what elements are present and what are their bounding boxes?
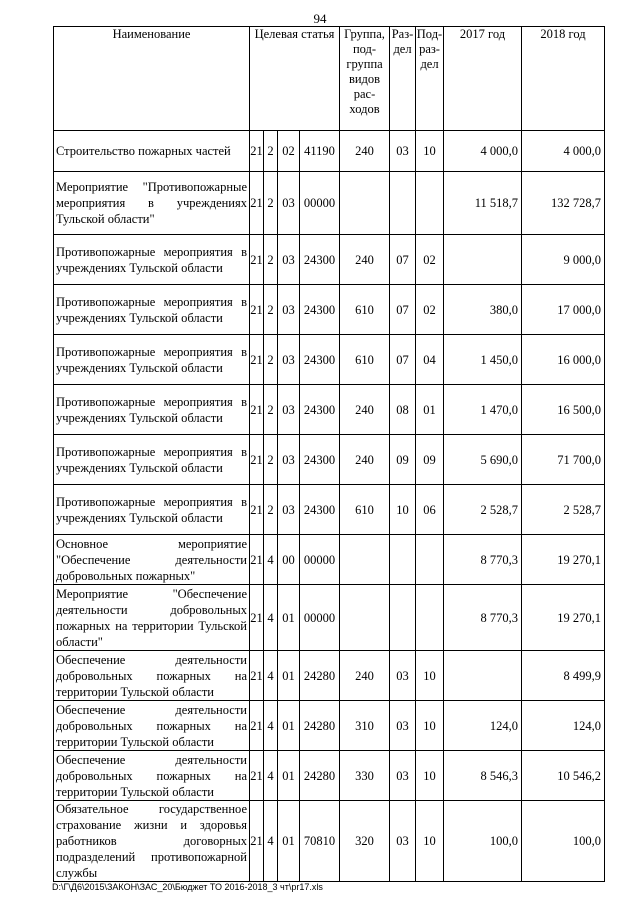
cell-sub: 02 bbox=[416, 285, 444, 335]
cell-b: 2 bbox=[264, 385, 278, 435]
header-subsection: Под-раз-дел bbox=[416, 27, 444, 131]
cell-grp bbox=[340, 172, 390, 235]
cell-d: 24300 bbox=[300, 235, 340, 285]
cell-sub: 10 bbox=[416, 751, 444, 801]
cell-name: Противопожарные мероприятия в учреждениях Тульской области bbox=[54, 385, 250, 435]
cell-a: 21 bbox=[250, 485, 264, 535]
cell-name: Обязательное государственное страхование жизни и здоровья работников договорных подразделений противопожарной службы bbox=[54, 801, 250, 882]
cell-b: 4 bbox=[264, 585, 278, 651]
cell-y2017: 8 770,3 bbox=[444, 585, 522, 651]
table-row bbox=[54, 801, 605, 882]
cell-sub: 10 bbox=[416, 131, 444, 172]
cell-c: 01 bbox=[278, 585, 300, 651]
cell-d: 24280 bbox=[300, 701, 340, 751]
cell-a: 21 bbox=[250, 801, 264, 882]
cell-y2017: 1 470,0 bbox=[444, 385, 522, 435]
table-row bbox=[54, 385, 605, 435]
cell-c: 03 bbox=[278, 172, 300, 235]
cell-y2017: 8 546,3 bbox=[444, 751, 522, 801]
cell-sec: 07 bbox=[390, 285, 416, 335]
cell-c: 01 bbox=[278, 751, 300, 801]
cell-y2018: 16 500,0 bbox=[522, 385, 605, 435]
cell-c: 00 bbox=[278, 535, 300, 585]
cell-c: 01 bbox=[278, 801, 300, 882]
table-row bbox=[54, 335, 605, 385]
cell-sub: 10 bbox=[416, 701, 444, 751]
cell-d: 00000 bbox=[300, 172, 340, 235]
cell-d: 24300 bbox=[300, 335, 340, 385]
cell-grp: 240 bbox=[340, 235, 390, 285]
cell-sec bbox=[390, 172, 416, 235]
cell-a: 21 bbox=[250, 385, 264, 435]
cell-y2018: 16 000,0 bbox=[522, 335, 605, 385]
cell-y2017: 124,0 bbox=[444, 701, 522, 751]
cell-a: 21 bbox=[250, 335, 264, 385]
cell-y2018: 19 270,1 bbox=[522, 585, 605, 651]
cell-sec: 07 bbox=[390, 235, 416, 285]
cell-y2017 bbox=[444, 235, 522, 285]
cell-c: 03 bbox=[278, 235, 300, 285]
cell-y2018: 8 499,9 bbox=[522, 651, 605, 701]
cell-y2017: 100,0 bbox=[444, 801, 522, 882]
cell-sec: 07 bbox=[390, 335, 416, 385]
cell-sec: 03 bbox=[390, 751, 416, 801]
cell-b: 2 bbox=[264, 435, 278, 485]
cell-sub: 10 bbox=[416, 651, 444, 701]
table-row bbox=[54, 701, 605, 751]
table-row bbox=[54, 172, 605, 235]
cell-name: Мероприятие "Противопожарные мероприятия в учреждениях Тульской области" bbox=[54, 172, 250, 235]
cell-y2018: 17 000,0 bbox=[522, 285, 605, 335]
cell-y2017: 8 770,3 bbox=[444, 535, 522, 585]
cell-grp: 310 bbox=[340, 701, 390, 751]
cell-name: Противопожарные мероприятия в учреждениях Тульской области bbox=[54, 435, 250, 485]
cell-c: 01 bbox=[278, 701, 300, 751]
cell-a: 21 bbox=[250, 585, 264, 651]
cell-y2017 bbox=[444, 651, 522, 701]
cell-c: 03 bbox=[278, 385, 300, 435]
cell-c: 01 bbox=[278, 651, 300, 701]
cell-b: 4 bbox=[264, 701, 278, 751]
cell-grp: 610 bbox=[340, 335, 390, 385]
cell-y2017: 2 528,7 bbox=[444, 485, 522, 535]
file-path-footer: D:\Г\Д6\2015\ЗАКОН\ЗАС_20\Бюджет ТО 2016-2018_3 чт\pr17.xls bbox=[52, 882, 323, 892]
cell-name: Обеспечение деятельности добровольных пожарных на территории Тульской области bbox=[54, 701, 250, 751]
cell-b: 2 bbox=[264, 235, 278, 285]
table-row bbox=[54, 131, 605, 172]
cell-sub bbox=[416, 535, 444, 585]
cell-name: Обеспечение деятельности добровольных пожарных на территории Тульской области bbox=[54, 751, 250, 801]
cell-sec: 03 bbox=[390, 131, 416, 172]
cell-grp: 240 bbox=[340, 131, 390, 172]
cell-y2018: 9 000,0 bbox=[522, 235, 605, 285]
cell-y2018: 132 728,7 bbox=[522, 172, 605, 235]
table-header bbox=[54, 27, 605, 131]
cell-sub: 06 bbox=[416, 485, 444, 535]
cell-sub: 02 bbox=[416, 235, 444, 285]
cell-grp: 240 bbox=[340, 651, 390, 701]
cell-name: Противопожарные мероприятия в учреждениях Тульской области bbox=[54, 235, 250, 285]
cell-name: Противопожарные мероприятия в учреждениях Тульской области bbox=[54, 335, 250, 385]
cell-d: 41190 bbox=[300, 131, 340, 172]
cell-sub: 09 bbox=[416, 435, 444, 485]
table-row bbox=[54, 285, 605, 335]
cell-a: 21 bbox=[250, 751, 264, 801]
table-row bbox=[54, 435, 605, 485]
cell-name: Противопожарные мероприятия в учреждениях Тульской области bbox=[54, 485, 250, 535]
cell-sub bbox=[416, 172, 444, 235]
cell-grp: 240 bbox=[340, 385, 390, 435]
table-row bbox=[54, 535, 605, 585]
cell-y2018: 10 546,2 bbox=[522, 751, 605, 801]
cell-b: 2 bbox=[264, 131, 278, 172]
cell-y2018: 2 528,7 bbox=[522, 485, 605, 535]
cell-sec: 03 bbox=[390, 701, 416, 751]
cell-y2018: 124,0 bbox=[522, 701, 605, 751]
header-target: Целевая статья bbox=[250, 27, 340, 131]
header-group: Группа, под-группа видов рас-ходов bbox=[340, 27, 390, 131]
cell-sec: 09 bbox=[390, 435, 416, 485]
cell-grp bbox=[340, 535, 390, 585]
cell-sec: 10 bbox=[390, 485, 416, 535]
cell-grp: 330 bbox=[340, 751, 390, 801]
cell-a: 21 bbox=[250, 651, 264, 701]
cell-a: 21 bbox=[250, 535, 264, 585]
cell-grp: 610 bbox=[340, 485, 390, 535]
cell-name: Обеспечение деятельности добровольных пожарных на территории Тульской области bbox=[54, 651, 250, 701]
cell-c: 03 bbox=[278, 435, 300, 485]
cell-sec bbox=[390, 585, 416, 651]
cell-b: 4 bbox=[264, 535, 278, 585]
cell-grp: 610 bbox=[340, 285, 390, 335]
cell-d: 24300 bbox=[300, 285, 340, 335]
cell-name: Строительство пожарных частей bbox=[54, 131, 250, 172]
cell-a: 21 bbox=[250, 131, 264, 172]
cell-b: 2 bbox=[264, 485, 278, 535]
cell-c: 03 bbox=[278, 335, 300, 385]
cell-y2017: 1 450,0 bbox=[444, 335, 522, 385]
cell-d: 24300 bbox=[300, 385, 340, 435]
cell-y2017: 5 690,0 bbox=[444, 435, 522, 485]
header-2017: 2017 год bbox=[444, 27, 522, 131]
cell-d: 00000 bbox=[300, 585, 340, 651]
cell-d: 24280 bbox=[300, 751, 340, 801]
cell-y2017: 4 000,0 bbox=[444, 131, 522, 172]
cell-a: 21 bbox=[250, 285, 264, 335]
cell-c: 03 bbox=[278, 485, 300, 535]
cell-sub: 01 bbox=[416, 385, 444, 435]
header-2018: 2018 год bbox=[522, 27, 605, 131]
cell-sub: 04 bbox=[416, 335, 444, 385]
table-row bbox=[54, 485, 605, 535]
cell-b: 4 bbox=[264, 801, 278, 882]
cell-sec: 03 bbox=[390, 801, 416, 882]
cell-y2017: 380,0 bbox=[444, 285, 522, 335]
cell-b: 2 bbox=[264, 335, 278, 385]
cell-c: 02 bbox=[278, 131, 300, 172]
header-section: Раз-дел bbox=[390, 27, 416, 131]
budget-table bbox=[53, 26, 605, 882]
cell-sub bbox=[416, 585, 444, 651]
cell-grp bbox=[340, 585, 390, 651]
cell-d: 24300 bbox=[300, 485, 340, 535]
cell-grp: 320 bbox=[340, 801, 390, 882]
cell-sec: 08 bbox=[390, 385, 416, 435]
cell-name: Противопожарные мероприятия в учреждениях Тульской области bbox=[54, 285, 250, 335]
cell-y2018: 71 700,0 bbox=[522, 435, 605, 485]
cell-name: Основное мероприятие "Обеспечение деятельности добровольных пожарных" bbox=[54, 535, 250, 585]
cell-b: 4 bbox=[264, 751, 278, 801]
table-row bbox=[54, 751, 605, 801]
cell-c: 03 bbox=[278, 285, 300, 335]
cell-y2018: 19 270,1 bbox=[522, 535, 605, 585]
table-row bbox=[54, 651, 605, 701]
header-name: Наименование bbox=[54, 27, 250, 131]
cell-a: 21 bbox=[250, 172, 264, 235]
cell-grp: 240 bbox=[340, 435, 390, 485]
cell-sub: 10 bbox=[416, 801, 444, 882]
cell-name: Мероприятие "Обеспечение деятельности добровольных пожарных на территории Тульской области" bbox=[54, 585, 250, 651]
cell-y2018: 100,0 bbox=[522, 801, 605, 882]
cell-sec bbox=[390, 535, 416, 585]
table-row bbox=[54, 585, 605, 651]
table-row bbox=[54, 235, 605, 285]
cell-d: 00000 bbox=[300, 535, 340, 585]
cell-a: 21 bbox=[250, 435, 264, 485]
cell-b: 2 bbox=[264, 172, 278, 235]
cell-b: 4 bbox=[264, 651, 278, 701]
cell-d: 24280 bbox=[300, 651, 340, 701]
cell-sec: 03 bbox=[390, 651, 416, 701]
cell-a: 21 bbox=[250, 235, 264, 285]
cell-a: 21 bbox=[250, 701, 264, 751]
page-number: 94 bbox=[313, 11, 327, 26]
cell-b: 2 bbox=[264, 285, 278, 335]
cell-d: 70810 bbox=[300, 801, 340, 882]
cell-y2018: 4 000,0 bbox=[522, 131, 605, 172]
cell-y2017: 11 518,7 bbox=[444, 172, 522, 235]
cell-d: 24300 bbox=[300, 435, 340, 485]
